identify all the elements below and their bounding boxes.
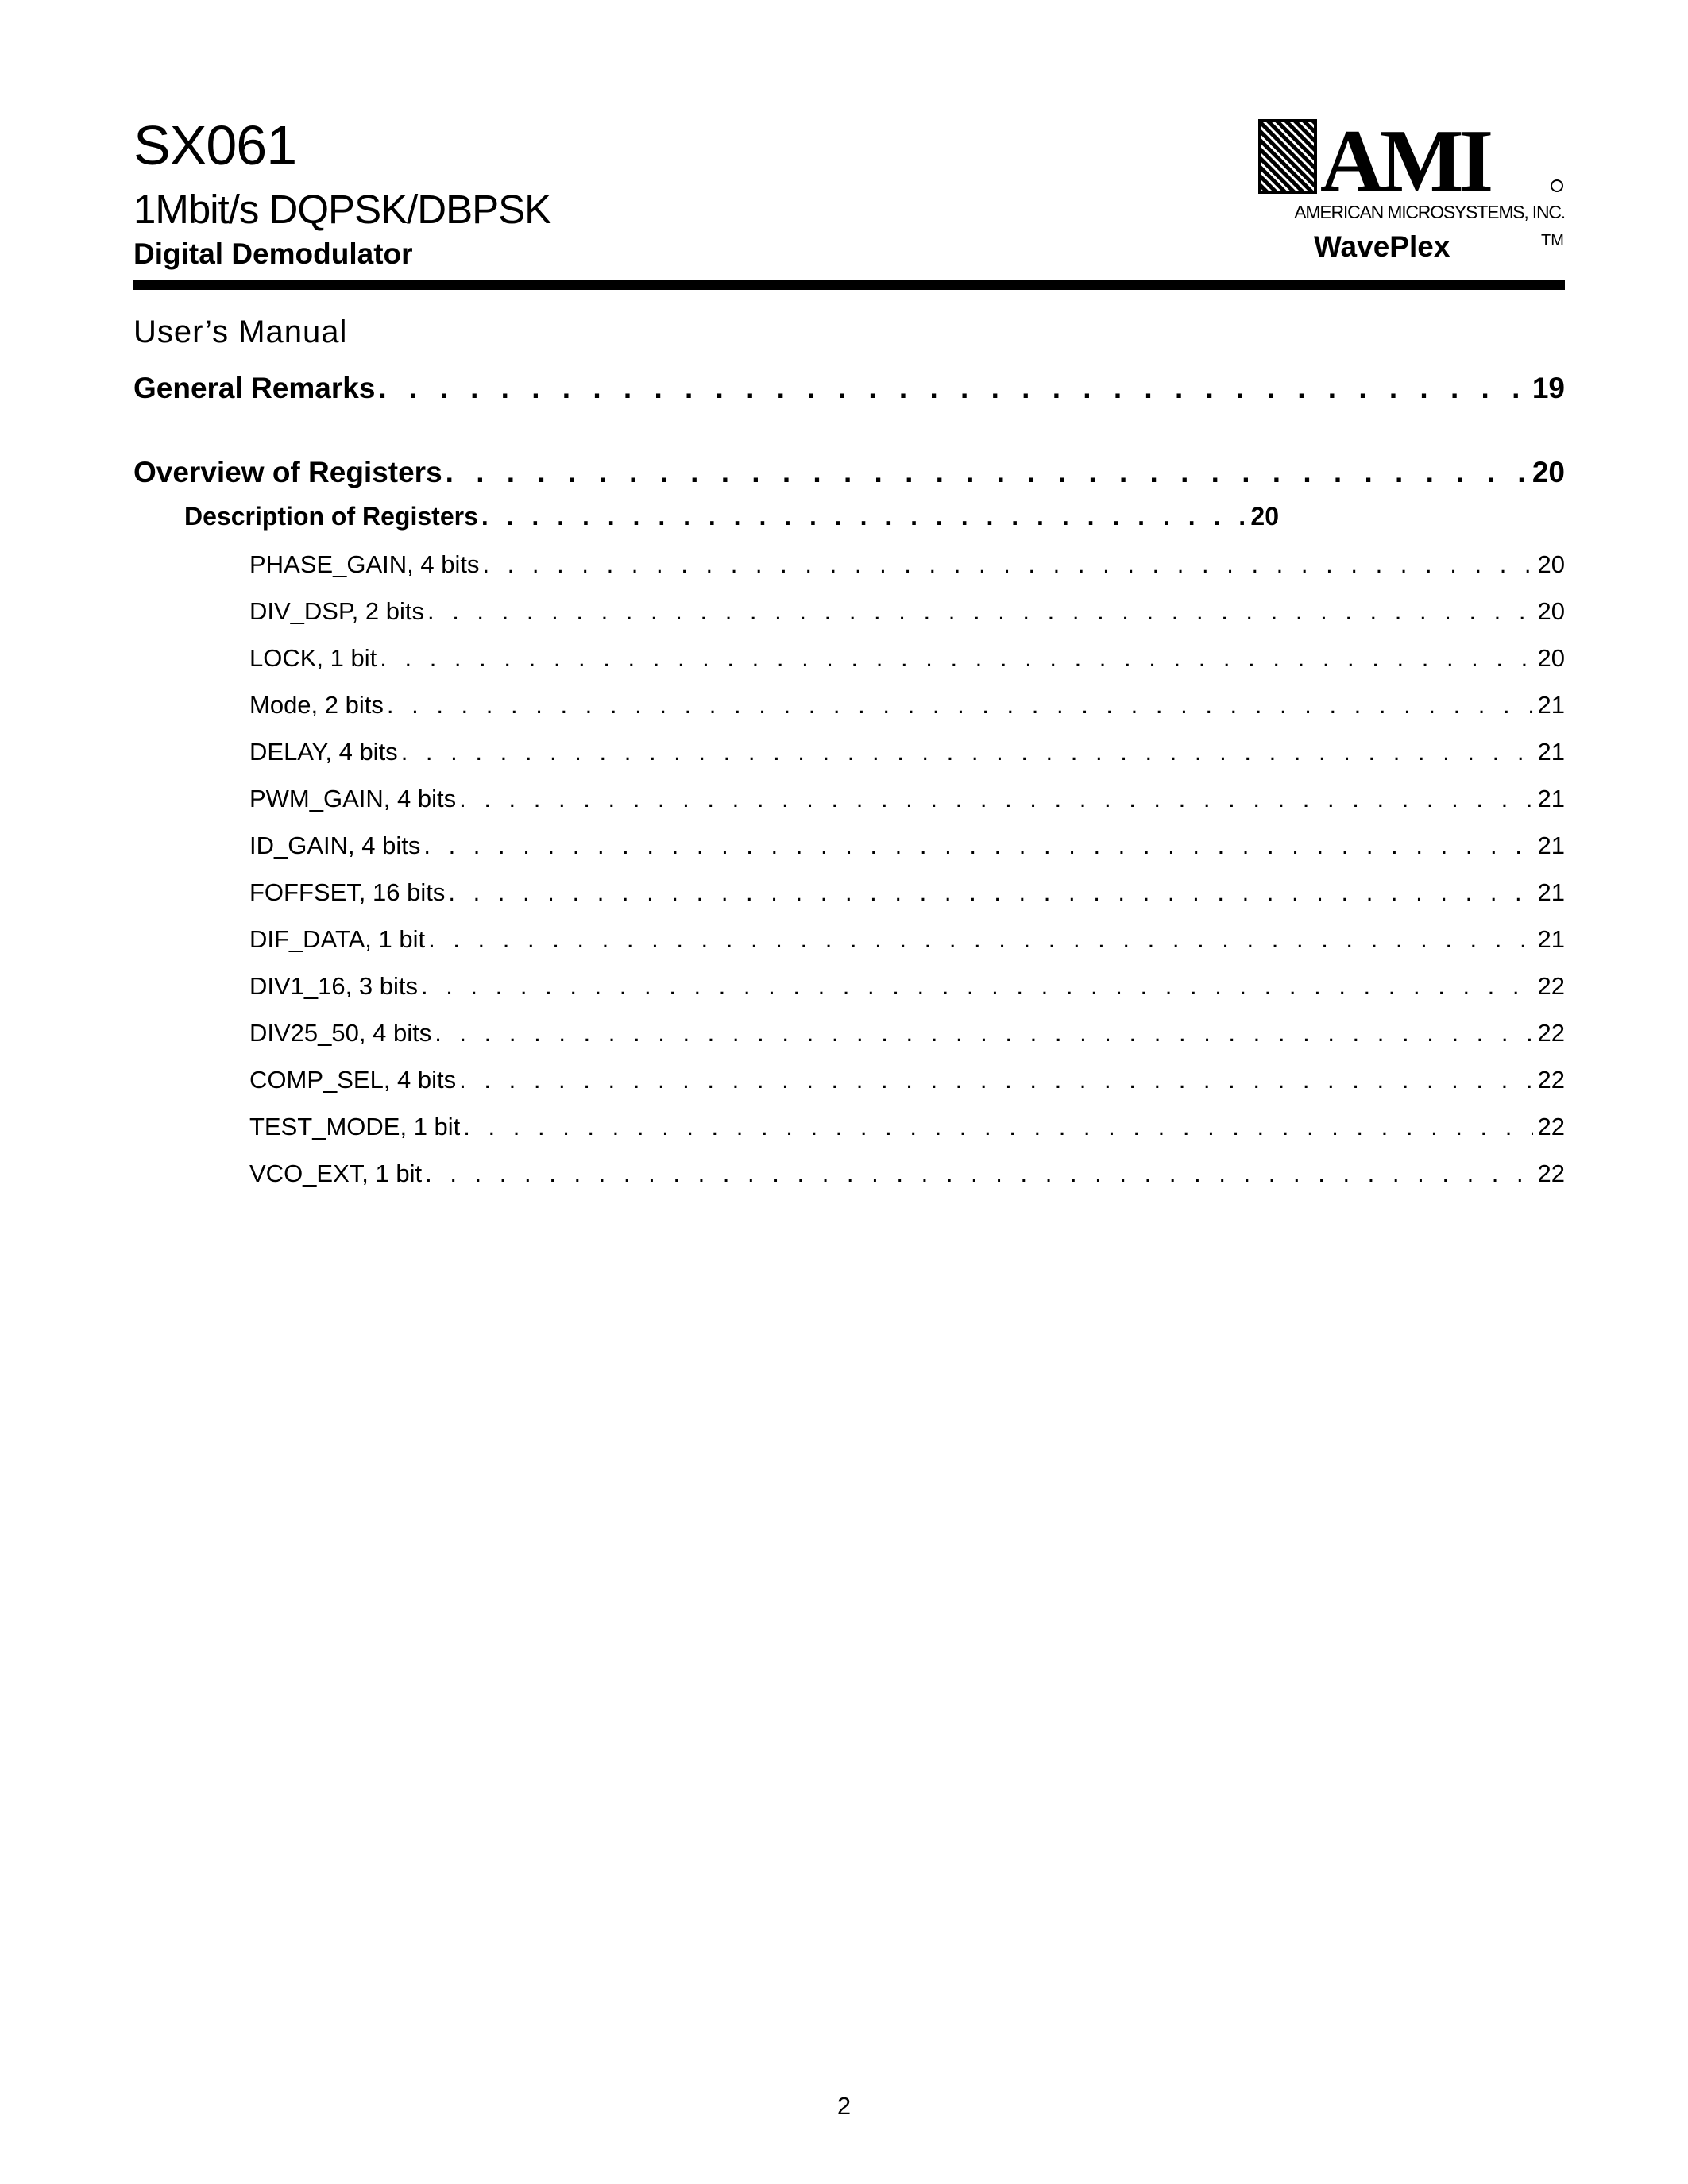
toc-page: 22 [1537, 1160, 1565, 1187]
toc-entry-register[interactable] [249, 925, 1565, 954]
toc-leader [423, 832, 1532, 860]
toc-leader [459, 1066, 1532, 1094]
ami-logo [1258, 118, 1565, 197]
toc-entry-description-of-registers[interactable] [184, 502, 1279, 531]
toc-page: 22 [1537, 972, 1565, 1000]
ami-logo-text: AMI [1320, 118, 1489, 197]
toc-page: 21 [1537, 738, 1565, 766]
toc-label: LOCK, 1 bit [249, 644, 377, 672]
toc-leader [387, 691, 1533, 720]
toc-page: 20 [1532, 456, 1565, 488]
toc-page: 21 [1537, 878, 1565, 906]
toc-entry-register[interactable] [249, 972, 1565, 1001]
toc-entry-general-remarks[interactable] [133, 372, 1565, 405]
toc-entry-register[interactable] [249, 1160, 1565, 1188]
toc-leader [401, 738, 1533, 766]
toc-entry-register[interactable] [249, 878, 1565, 907]
toc-leader [459, 785, 1532, 813]
toc-label: DIV1_16, 3 bits [249, 972, 418, 1000]
toc-leader [378, 372, 1527, 405]
toc-page: 20 [1250, 502, 1279, 531]
toc-page: 21 [1537, 785, 1565, 812]
toc-page: 22 [1537, 1019, 1565, 1047]
toc-leader [481, 502, 1246, 531]
header-rule [133, 280, 1565, 290]
toc-label: PHASE_GAIN, 4 bits [249, 550, 480, 578]
toc-entry-register[interactable] [249, 550, 1565, 579]
toc-leader [380, 644, 1532, 673]
toc-leader [463, 1113, 1532, 1141]
toc-entry-register[interactable] [249, 597, 1565, 626]
toc-entry-overview-of-registers[interactable] [133, 456, 1565, 489]
toc-page: 20 [1537, 550, 1565, 578]
toc-entry-register[interactable] [249, 738, 1565, 766]
toc-label: DIF_DATA, 1 bit [249, 925, 426, 953]
toc-entry-register[interactable] [249, 1019, 1565, 1048]
toc-label: DIV_DSP, 2 bits [249, 597, 424, 625]
toc-label: Mode, 2 bits [249, 691, 384, 719]
toc-page: 21 [1537, 925, 1565, 953]
document-title: SX061 [133, 114, 297, 176]
toc-label: DELAY, 4 bits [249, 738, 398, 766]
toc-entry-register[interactable] [249, 785, 1565, 813]
toc-label: PWM_GAIN, 4 bits [249, 785, 457, 812]
toc-label: TEST_MODE, 1 bit [249, 1113, 461, 1140]
toc-label: Overview of Registers [133, 456, 442, 488]
toc-leader [425, 1160, 1532, 1188]
toc-label: General Remarks [133, 372, 376, 404]
toc-label: FOFFSET, 16 bits [249, 878, 446, 906]
section-label: User’s Manual [133, 314, 348, 349]
toc-page: 20 [1537, 644, 1565, 672]
toc-entry-register[interactable] [249, 644, 1565, 673]
toc-leader [446, 456, 1528, 489]
toc-label: VCO_EXT, 1 bit [249, 1160, 423, 1187]
document-header [133, 114, 551, 270]
page-number: 2 [836, 2092, 852, 2120]
toc-leader [421, 972, 1533, 1001]
toc-leader [427, 597, 1533, 626]
toc-entry-register[interactable] [249, 832, 1565, 860]
toc-label: DIV25_50, 4 bits [249, 1019, 432, 1047]
trademark-symbol: TM [1541, 232, 1564, 249]
toc-page: 22 [1537, 1113, 1565, 1140]
toc-leader [435, 1019, 1532, 1048]
ami-logo-icon [1258, 118, 1565, 197]
document-subtitle-secondary: Digital Demodulator [133, 237, 413, 270]
toc-label: COMP_SEL, 4 bits [249, 1066, 457, 1094]
toc-page: 19 [1532, 372, 1565, 404]
toc-leader [428, 925, 1532, 954]
company-name: AMERICAN MICROSYSTEMS, INC. [1294, 202, 1565, 222]
toc-entry-register[interactable] [249, 691, 1565, 720]
toc-entry-register[interactable] [249, 1066, 1565, 1094]
toc-page: 21 [1537, 691, 1565, 719]
toc-leader [482, 550, 1532, 579]
toc-page: 22 [1537, 1066, 1565, 1094]
toc-label: ID_GAIN, 4 bits [249, 832, 421, 859]
toc-label: Description of Registers [184, 502, 478, 531]
toc-leader [448, 878, 1532, 907]
product-name: WavePlex [1314, 230, 1450, 263]
toc-entry-register[interactable] [249, 1113, 1565, 1141]
document-subtitle: 1Mbit/s DQPSK/DBPSK [133, 187, 551, 232]
toc-page: 20 [1537, 597, 1565, 625]
toc-page: 21 [1537, 832, 1565, 859]
